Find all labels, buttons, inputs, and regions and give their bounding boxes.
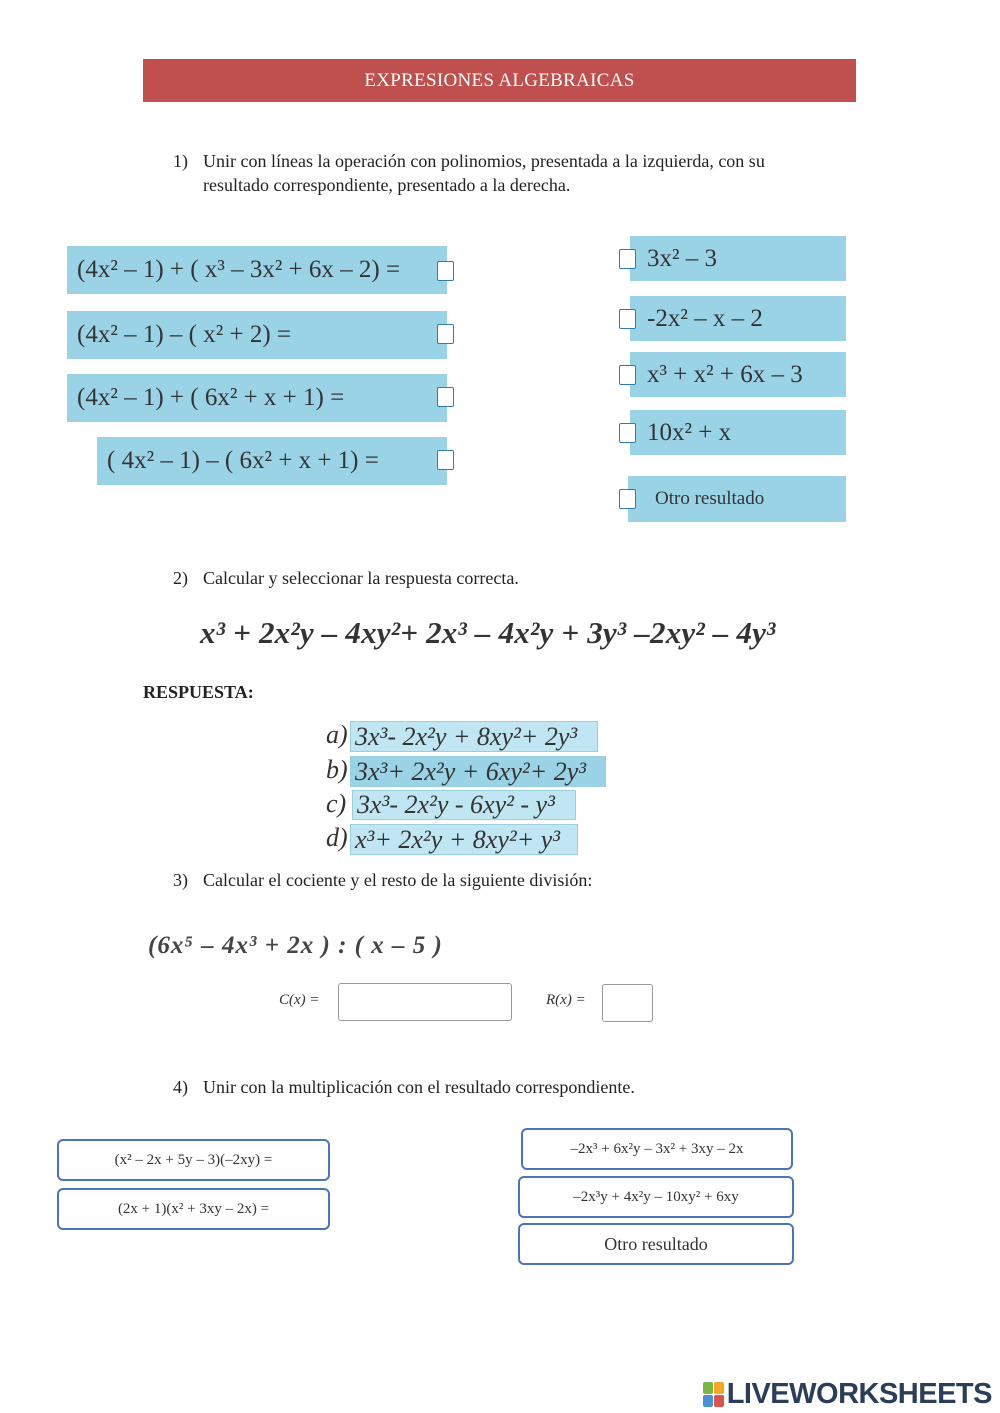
page-title: EXPRESIONES ALGEBRAICAS <box>143 59 856 102</box>
question-1 <box>173 149 873 199</box>
liveworksheets-logo <box>703 1378 992 1411</box>
operation-text: ( 4x² – 1) – ( 6x² + x + 1) = <box>107 447 379 474</box>
product-result-box[interactable] <box>518 1223 794 1265</box>
match-checkbox[interactable] <box>437 387 454 407</box>
result-box <box>630 236 846 281</box>
question-1-line-1: Unir con líneas la operación con polinomios, presentada a la izquierda, con su <box>203 151 765 171</box>
question-4-text: Unir con la multiplicación con el resultado correspondiente. <box>203 1077 635 1097</box>
result-box <box>628 476 846 522</box>
operation-box <box>67 374 447 422</box>
multiplication-text: (2x + 1)(x² + 3xy – 2x) = <box>117 1200 270 1217</box>
operation-box <box>97 437 447 485</box>
logo-text: LIVEWORKSHEETS <box>726 1378 992 1410</box>
match-checkbox[interactable] <box>619 423 636 443</box>
result-text: 10x² + x <box>647 418 732 446</box>
option-text: x³+ 2x²y + 8xy²+ y³ <box>355 824 561 854</box>
quotient-label: C(x) = <box>279 992 320 1008</box>
logo-icon <box>703 1382 724 1407</box>
operation-box <box>67 246 447 294</box>
result-text: Otro resultado <box>655 488 765 509</box>
option-text: 3x³- 2x²y - 6xy² - y³ <box>357 790 555 819</box>
option-letter: b) <box>326 755 348 784</box>
multiplication-text: (x² – 2x + 5y – 3)(–2xy) = <box>114 1151 273 1168</box>
product-result-text: –2x³y + 4x²y – 10xy² + 6xy <box>573 1188 739 1205</box>
question-number: 3) <box>173 870 188 890</box>
option-text: 3x³+ 2x²y + 6xy²+ 2y³ <box>355 756 587 786</box>
operation-text: (4x² – 1) – ( x² + 2) = <box>77 321 291 348</box>
option-text: 3x³- 2x²y + 8xy²+ 2y³ <box>355 721 578 751</box>
multiplication-box[interactable] <box>57 1139 330 1181</box>
question-2 <box>173 566 873 592</box>
result-text: 3x² – 3 <box>647 244 717 272</box>
multiplication-box[interactable] <box>57 1188 330 1230</box>
question-3 <box>173 868 873 894</box>
question-number: 4) <box>173 1077 188 1097</box>
result-text: -2x² – x – 2 <box>647 304 763 332</box>
operation-text: (4x² – 1) + ( x³ – 3x² + 6x – 2) = <box>77 256 401 283</box>
match-checkbox[interactable] <box>437 324 454 344</box>
result-box <box>630 352 846 397</box>
product-result-box[interactable] <box>518 1176 794 1218</box>
product-result-box[interactable] <box>521 1128 793 1170</box>
option-letter: c) <box>326 789 347 818</box>
expression: x³ + 2x²y – 4xy²+ 2x³ – 4x²y + 3y³ –2xy² – 4y³ <box>200 615 776 650</box>
operation-text: (4x² – 1) + ( 6x² + x + 1) = <box>77 384 345 411</box>
result-box <box>630 410 846 455</box>
question-2-text: Calcular y seleccionar la respuesta correcta. <box>203 568 519 588</box>
match-checkbox[interactable] <box>619 365 636 385</box>
product-result-text: –2x³ + 6x²y – 3x² + 3xy – 2x <box>570 1140 744 1157</box>
match-checkbox[interactable] <box>437 450 454 470</box>
match-checkbox[interactable] <box>619 489 636 509</box>
option-letter: d) <box>326 823 348 852</box>
question-3-text: Calcular el cociente y el resto de la siguiente división: <box>203 870 593 890</box>
answer-label: RESPUESTA: <box>143 682 254 702</box>
remainder-input[interactable] <box>602 984 653 1022</box>
match-checkbox[interactable] <box>619 309 636 329</box>
option-letter: a) <box>326 720 348 749</box>
option-a[interactable] <box>350 721 598 752</box>
remainder-label: R(x) = <box>546 992 586 1008</box>
division-expression: (6x⁵ – 4x³ + 2x ) : ( x – 5 ) <box>148 932 443 959</box>
option-d[interactable] <box>350 824 578 855</box>
match-checkbox[interactable] <box>437 261 454 281</box>
result-text: x³ + x² + 6x – 3 <box>647 360 803 388</box>
product-result-text: Otro resultado <box>604 1233 708 1254</box>
question-1-line-2: resultado correspondiente, presentado a la derecha. <box>203 175 571 195</box>
question-4 <box>173 1075 873 1101</box>
question-number: 2) <box>173 568 188 588</box>
question-number: 1) <box>173 151 188 171</box>
result-box <box>630 296 846 341</box>
operation-box <box>67 311 447 359</box>
quotient-input[interactable] <box>338 983 512 1021</box>
option-c[interactable] <box>352 790 576 820</box>
option-b[interactable] <box>350 756 606 787</box>
match-checkbox[interactable] <box>619 249 636 269</box>
